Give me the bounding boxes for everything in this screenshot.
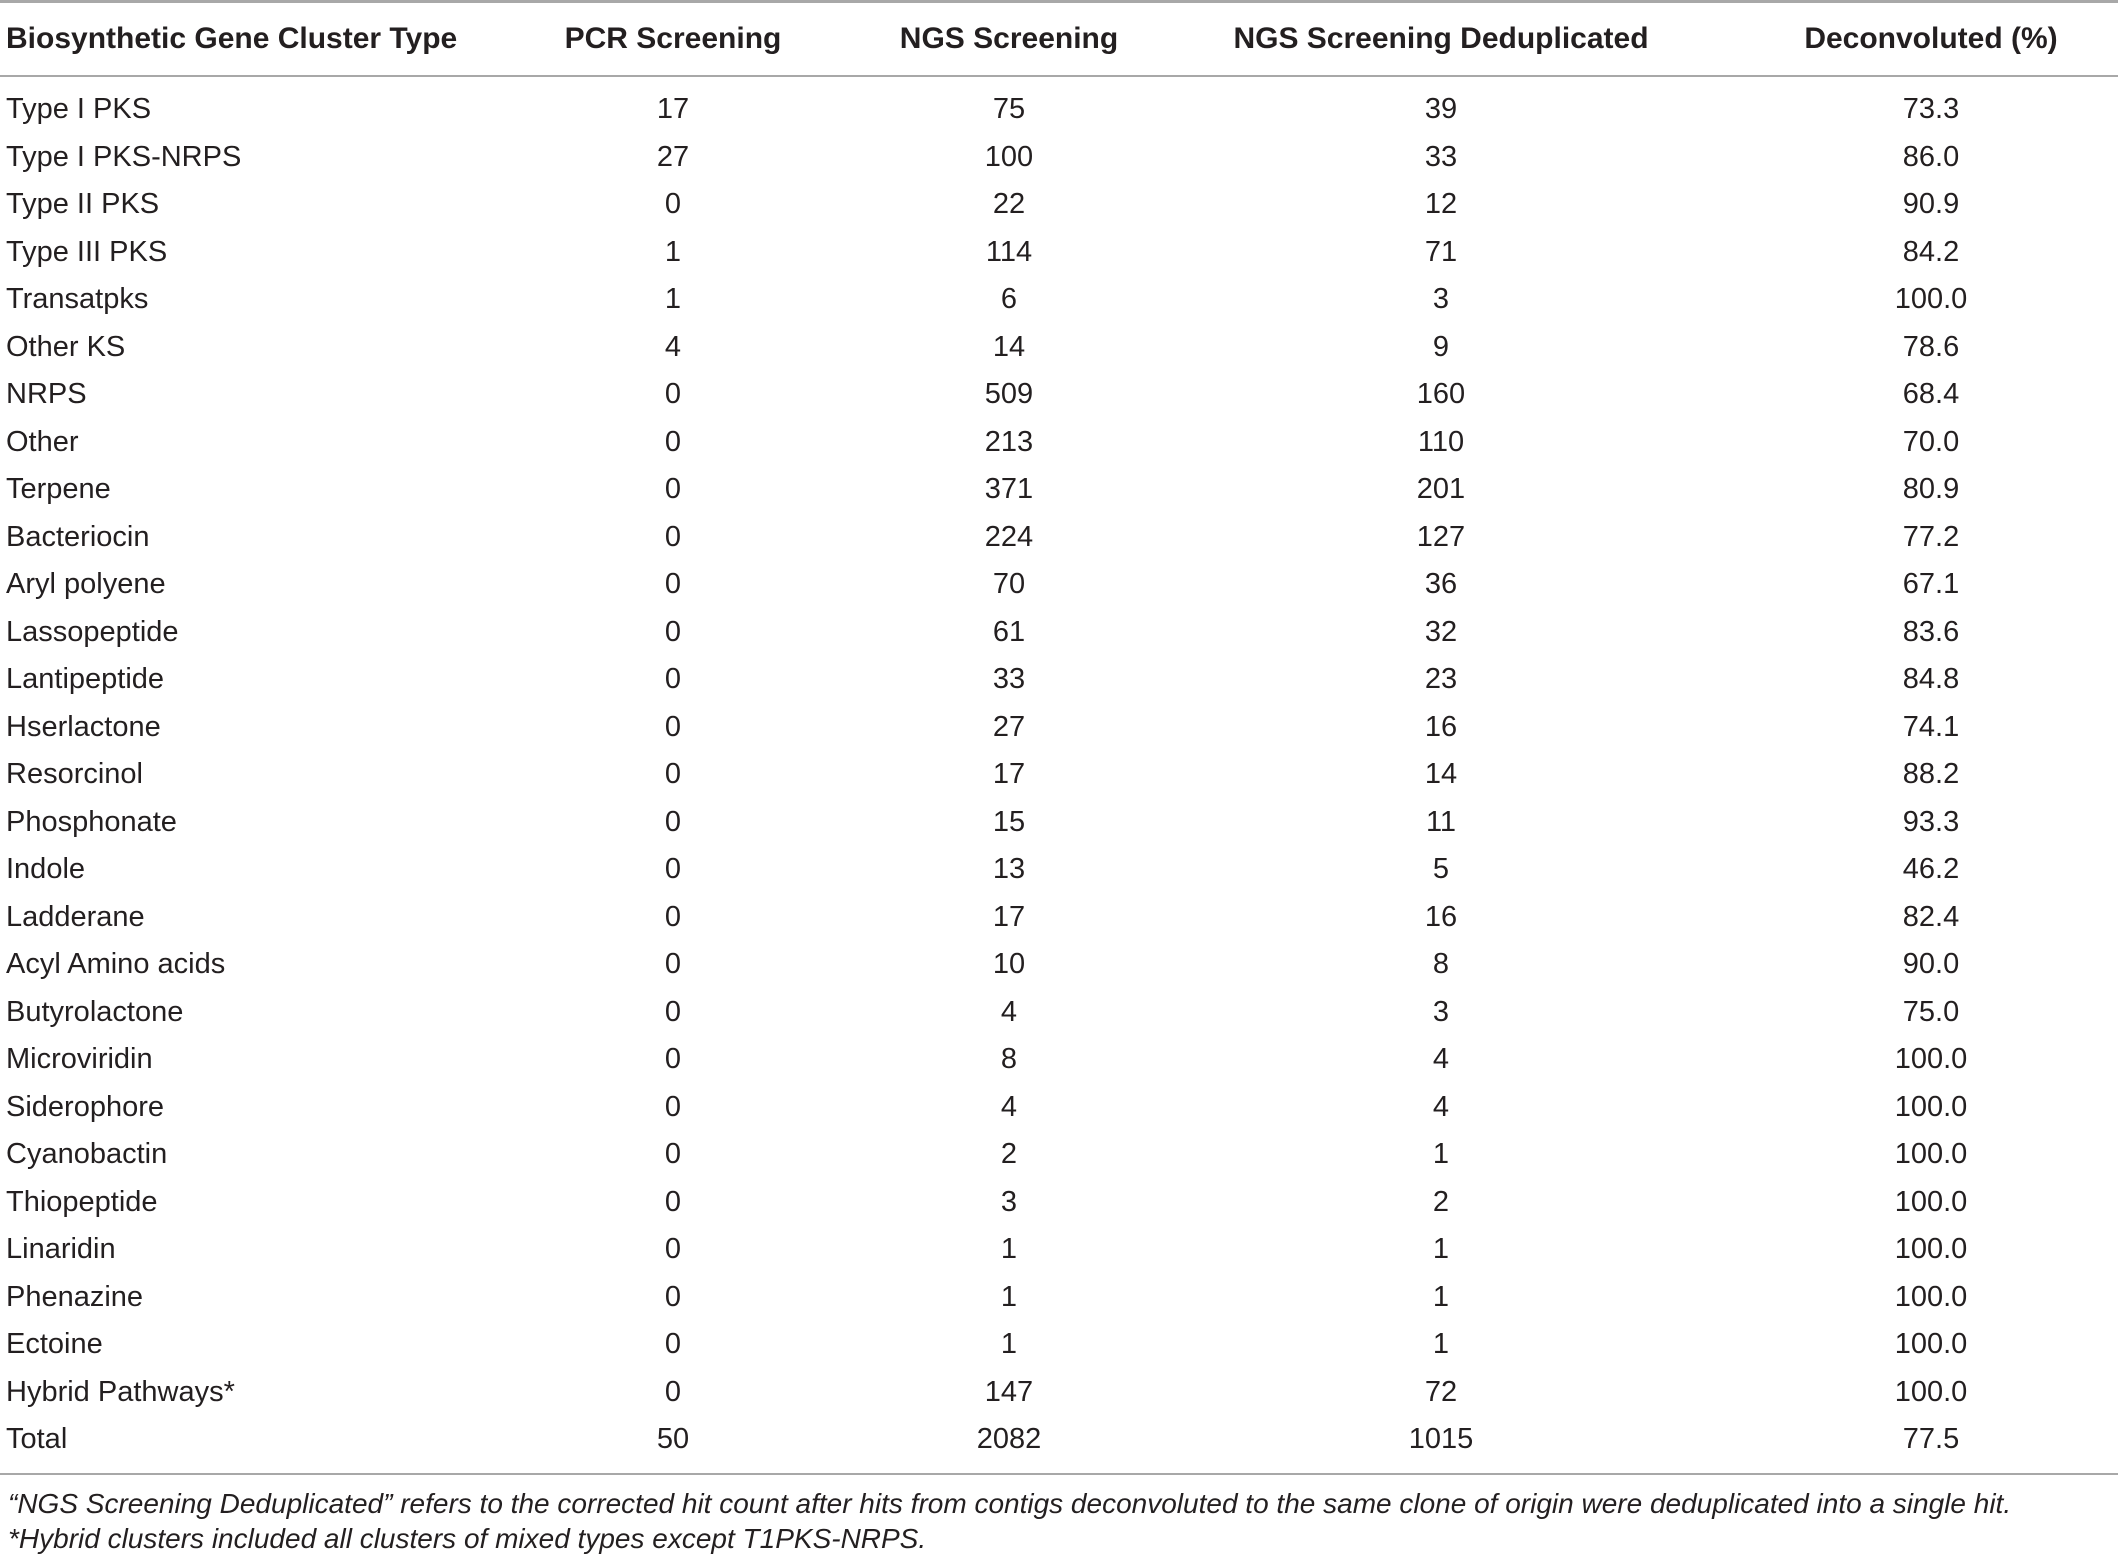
- cell-deconvoluted: 77.2: [1902, 520, 1960, 553]
- cell-ngs-screening: 33: [992, 663, 1026, 696]
- cell-ngs-deduplicated: 12: [1424, 188, 1458, 221]
- cell-cluster-type: Linaridin: [6, 1233, 116, 1266]
- table-row: [0, 846, 2118, 894]
- cell-ngs-deduplicated: 3: [1432, 995, 1450, 1028]
- gene-cluster-table: [0, 3, 2118, 1464]
- cell-cluster-type: Hserlactone: [6, 710, 161, 743]
- cell-pcr-screening: 0: [664, 805, 682, 838]
- footnote-deduplicated: “NGS Screening Deduplicated” refers to the corrected hit count after hits from contigs deconvoluted to the same clone of origin were deduplicated into a single hit.: [8, 1488, 2012, 1519]
- cell-ngs-deduplicated: 4: [1432, 1090, 1450, 1123]
- cell-ngs-screening: 2: [1000, 1138, 1018, 1171]
- cell-pcr-screening: 0: [664, 520, 682, 553]
- cell-pcr-screening: 0: [664, 663, 682, 696]
- cell-pcr-screening: 0: [664, 1375, 682, 1408]
- cell-ngs-deduplicated: 1015: [1408, 1423, 1474, 1456]
- header-ngs-deduplicated: NGS Screening Deduplicated: [1233, 22, 1649, 55]
- cell-cluster-type: Cyanobactin: [6, 1138, 168, 1171]
- cell-ngs-deduplicated: 14: [1424, 758, 1458, 791]
- cell-ngs-deduplicated: 1: [1432, 1280, 1450, 1313]
- table-row: [0, 1274, 2118, 1322]
- cell-ngs-screening: 2082: [976, 1423, 1042, 1456]
- cell-ngs-deduplicated: 36: [1424, 568, 1458, 601]
- cell-ngs-deduplicated: 9: [1432, 330, 1450, 363]
- cell-ngs-screening: 61: [992, 615, 1026, 648]
- table-row: [0, 989, 2118, 1037]
- cell-ngs-screening: 371: [984, 473, 1034, 506]
- cell-cluster-type: Resorcinol: [6, 758, 143, 791]
- table-row: [0, 419, 2118, 467]
- cell-ngs-deduplicated: 127: [1416, 520, 1466, 553]
- table-row: [0, 466, 2118, 514]
- table-header-row: [0, 3, 2118, 75]
- header-pcr-screening: PCR Screening: [564, 22, 782, 55]
- cell-ngs-screening: 4: [1000, 1090, 1018, 1123]
- cell-pcr-screening: 1: [664, 235, 682, 268]
- cell-deconvoluted: 73.3: [1902, 93, 1960, 126]
- table-footnotes: [8, 1486, 2108, 1556]
- cell-pcr-screening: 0: [664, 1280, 682, 1313]
- cell-deconvoluted: 90.9: [1902, 188, 1960, 221]
- cell-ngs-screening: 75: [992, 93, 1026, 126]
- cell-cluster-type: Terpene: [6, 473, 111, 506]
- cell-ngs-screening: 4: [1000, 995, 1018, 1028]
- cell-pcr-screening: 0: [664, 568, 682, 601]
- table-row: [0, 1179, 2118, 1227]
- cell-deconvoluted: 80.9: [1902, 473, 1960, 506]
- table-row-total: [0, 1416, 2118, 1464]
- cell-pcr-screening: 0: [664, 710, 682, 743]
- cell-deconvoluted: 70.0: [1902, 425, 1960, 458]
- cell-ngs-screening: 22: [992, 188, 1026, 221]
- cell-ngs-deduplicated: 5: [1432, 853, 1450, 886]
- cell-deconvoluted: 93.3: [1902, 805, 1960, 838]
- table-bottom-rule: [0, 1473, 2118, 1475]
- cell-cluster-type: Total: [6, 1423, 68, 1456]
- cell-cluster-type: Indole: [6, 853, 86, 886]
- table-row: [0, 799, 2118, 847]
- table-row: [0, 86, 2118, 134]
- cell-deconvoluted: 68.4: [1902, 378, 1960, 411]
- table-row: [0, 1084, 2118, 1132]
- cell-pcr-screening: 1: [664, 283, 682, 316]
- cell-pcr-screening: 50: [656, 1423, 690, 1456]
- cell-cluster-type: Type I PKS: [6, 93, 152, 126]
- cell-ngs-screening: 114: [985, 235, 1033, 268]
- cell-ngs-screening: 100: [984, 140, 1034, 173]
- cell-ngs-screening: 1: [1000, 1280, 1018, 1313]
- cell-pcr-screening: 17: [656, 93, 690, 126]
- cell-pcr-screening: 0: [664, 1185, 682, 1218]
- table-row: [0, 1369, 2118, 1417]
- cell-deconvoluted: 46.2: [1902, 853, 1960, 886]
- header-cluster-type: Biosynthetic Gene Cluster Type: [6, 22, 458, 55]
- cell-pcr-screening: 0: [664, 900, 682, 933]
- cell-deconvoluted: 84.8: [1902, 663, 1960, 696]
- cell-ngs-deduplicated: 16: [1424, 900, 1458, 933]
- cell-cluster-type: Butyrolactone: [6, 995, 184, 1028]
- cell-ngs-screening: 6: [1000, 283, 1018, 316]
- cell-ngs-screening: 17: [992, 758, 1026, 791]
- cell-cluster-type: Ladderane: [6, 900, 145, 933]
- cell-cluster-type: Type III PKS: [6, 235, 168, 268]
- cell-cluster-type: Siderophore: [6, 1090, 164, 1123]
- table-row: [0, 656, 2118, 704]
- cell-ngs-deduplicated: 23: [1424, 663, 1458, 696]
- cell-cluster-type: NRPS: [6, 378, 87, 411]
- cell-ngs-deduplicated: 3: [1432, 283, 1450, 316]
- cell-deconvoluted: 100.0: [1894, 1233, 1968, 1266]
- table-row: [0, 561, 2118, 609]
- cell-ngs-screening: 14: [992, 330, 1026, 363]
- cell-cluster-type: Type II PKS: [6, 188, 160, 221]
- cell-ngs-deduplicated: 8: [1432, 948, 1450, 981]
- cell-ngs-screening: 1: [1000, 1328, 1018, 1361]
- table-row: [0, 1321, 2118, 1369]
- cell-cluster-type: Phenazine: [6, 1280, 144, 1313]
- cell-cluster-type: Ectoine: [6, 1328, 103, 1361]
- cell-ngs-deduplicated: 33: [1424, 140, 1458, 173]
- cell-cluster-type: Aryl polyene: [6, 568, 166, 601]
- cell-ngs-screening: 224: [984, 520, 1034, 553]
- table-row: [0, 181, 2118, 229]
- cell-deconvoluted: 90.0: [1902, 948, 1960, 981]
- table-row: [0, 751, 2118, 799]
- cell-cluster-type: Lassopeptide: [6, 615, 179, 648]
- cell-pcr-screening: 0: [664, 995, 682, 1028]
- table-row: [0, 894, 2118, 942]
- cell-deconvoluted: 74.1: [1902, 710, 1960, 743]
- cell-ngs-screening: 70: [992, 568, 1026, 601]
- table-row: [0, 1226, 2118, 1274]
- cell-ngs-deduplicated: 1: [1432, 1138, 1450, 1171]
- cell-ngs-screening: 10: [992, 948, 1026, 981]
- cell-cluster-type: Phosphonate: [6, 805, 177, 838]
- cell-cluster-type: Type I PKS-NRPS: [6, 140, 242, 173]
- cell-deconvoluted: 78.6: [1902, 330, 1960, 363]
- cell-cluster-type: Other KS: [6, 330, 126, 363]
- table-row: [0, 276, 2118, 324]
- cell-pcr-screening: 27: [656, 140, 690, 173]
- cell-ngs-screening: 17: [992, 900, 1026, 933]
- header-deconvoluted: Deconvoluted (%): [1804, 22, 2058, 55]
- cell-ngs-deduplicated: 160: [1416, 378, 1466, 411]
- table-row: [0, 514, 2118, 562]
- table-row: [0, 134, 2118, 182]
- cell-pcr-screening: 0: [664, 1233, 682, 1266]
- table-row: [0, 1131, 2118, 1179]
- cell-deconvoluted: 88.2: [1902, 758, 1960, 791]
- cell-pcr-screening: 4: [664, 330, 682, 363]
- cell-cluster-type: Bacteriocin: [6, 520, 150, 553]
- cell-ngs-deduplicated: 16: [1424, 710, 1458, 743]
- cell-pcr-screening: 0: [664, 188, 682, 221]
- cell-deconvoluted: 100.0: [1894, 1138, 1968, 1171]
- cell-ngs-deduplicated: 32: [1424, 615, 1458, 648]
- cell-deconvoluted: 100.0: [1894, 283, 1968, 316]
- table-spacer: [0, 75, 2118, 86]
- cell-ngs-deduplicated: 11: [1425, 805, 1457, 838]
- cell-pcr-screening: 0: [664, 473, 682, 506]
- cell-ngs-deduplicated: 1: [1432, 1233, 1450, 1266]
- cell-pcr-screening: 0: [664, 378, 682, 411]
- cell-pcr-screening: 0: [664, 425, 682, 458]
- cell-deconvoluted: 100.0: [1894, 1328, 1968, 1361]
- cell-ngs-deduplicated: 201: [1416, 473, 1466, 506]
- cell-pcr-screening: 0: [664, 615, 682, 648]
- cell-ngs-screening: 27: [992, 710, 1026, 743]
- table-row: [0, 609, 2118, 657]
- cell-pcr-screening: 0: [664, 1043, 682, 1076]
- cell-pcr-screening: 0: [664, 758, 682, 791]
- cell-deconvoluted: 75.0: [1902, 995, 1960, 1028]
- cell-cluster-type: Acyl Amino acids: [6, 948, 226, 981]
- table-row: [0, 324, 2118, 372]
- cell-ngs-screening: 15: [992, 805, 1026, 838]
- table-row: [0, 371, 2118, 419]
- cell-deconvoluted: 100.0: [1894, 1185, 1968, 1218]
- cell-cluster-type: Transatpks: [6, 283, 149, 316]
- cell-cluster-type: Other: [6, 425, 79, 458]
- cell-ngs-screening: 509: [984, 378, 1034, 411]
- table-row: [0, 1036, 2118, 1084]
- cell-ngs-deduplicated: 1: [1432, 1328, 1450, 1361]
- cell-pcr-screening: 0: [664, 853, 682, 886]
- cell-ngs-screening: 3: [1000, 1185, 1018, 1218]
- cell-deconvoluted: 67.1: [1902, 568, 1960, 601]
- cell-ngs-screening: 213: [984, 425, 1034, 458]
- cell-ngs-screening: 8: [1000, 1043, 1018, 1076]
- table-row: [0, 704, 2118, 752]
- cell-cluster-type: Lantipeptide: [6, 663, 165, 696]
- cell-cluster-type: Hybrid Pathways*: [6, 1375, 235, 1408]
- table-row: [0, 229, 2118, 277]
- cell-ngs-deduplicated: 39: [1424, 93, 1458, 126]
- table-body: [0, 75, 2118, 1464]
- cell-pcr-screening: 0: [664, 1328, 682, 1361]
- cell-deconvoluted: 77.5: [1902, 1423, 1960, 1456]
- cell-cluster-type: Thiopeptide: [6, 1185, 158, 1218]
- cell-ngs-deduplicated: 71: [1424, 235, 1458, 268]
- footnote-hybrid: *Hybrid clusters included all clusters of mixed types except T1PKS-NRPS.: [8, 1523, 927, 1554]
- cell-deconvoluted: 86.0: [1902, 140, 1960, 173]
- cell-deconvoluted: 100.0: [1894, 1375, 1968, 1408]
- cell-deconvoluted: 84.2: [1902, 235, 1960, 268]
- cell-deconvoluted: 82.4: [1902, 900, 1960, 933]
- cell-cluster-type: Microviridin: [6, 1043, 153, 1076]
- cell-ngs-deduplicated: 2: [1432, 1185, 1450, 1218]
- cell-ngs-deduplicated: 72: [1424, 1375, 1458, 1408]
- cell-deconvoluted: 100.0: [1894, 1280, 1968, 1313]
- cell-pcr-screening: 0: [664, 1090, 682, 1123]
- header-ngs-screening: NGS Screening: [899, 22, 1119, 55]
- cell-pcr-screening: 0: [664, 1138, 682, 1171]
- cell-ngs-screening: 1: [1000, 1233, 1018, 1266]
- cell-ngs-screening: 13: [992, 853, 1026, 886]
- cell-pcr-screening: 0: [664, 948, 682, 981]
- cell-ngs-deduplicated: 4: [1432, 1043, 1450, 1076]
- table-row: [0, 941, 2118, 989]
- cell-deconvoluted: 100.0: [1894, 1090, 1968, 1123]
- cell-deconvoluted: 100.0: [1894, 1043, 1968, 1076]
- cell-ngs-deduplicated: 110: [1417, 425, 1465, 458]
- cell-ngs-screening: 147: [984, 1375, 1034, 1408]
- cell-deconvoluted: 83.6: [1902, 615, 1960, 648]
